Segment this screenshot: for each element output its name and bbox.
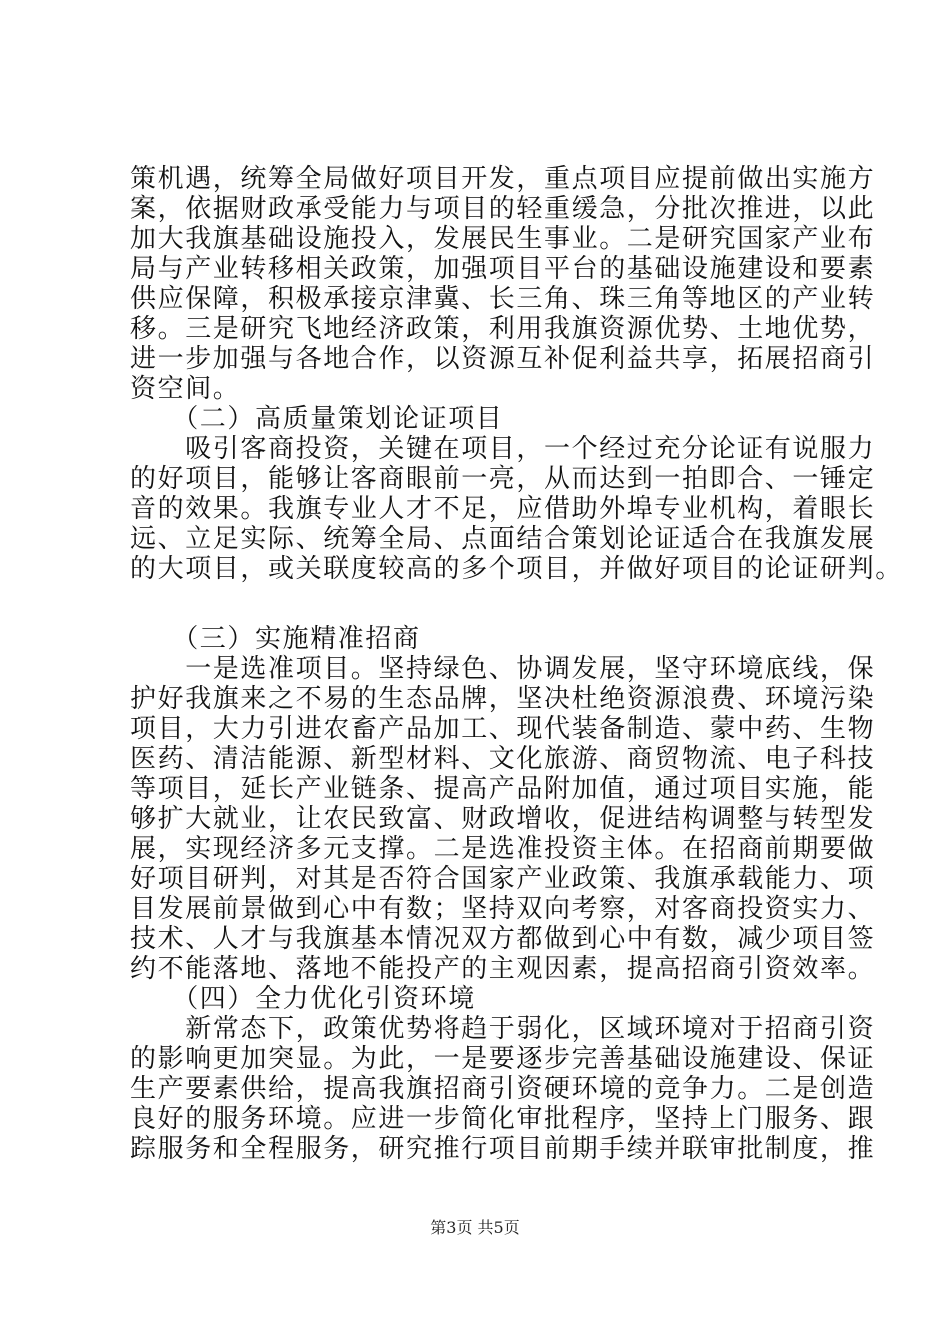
text-line: 远、立足实际、统筹全局、点面结合策划论证适合在我旗发展 <box>130 524 876 554</box>
text-line: 够扩大就业，让农民致富、财政增收，促进结构调整与转型发 <box>130 804 876 834</box>
document-body <box>130 164 903 1164</box>
text-line: 局与产业转移相关政策，加强项目平台的基础设施建设和要素 <box>130 254 876 284</box>
text-line: 等项目，延长产业链条、提高产品附加值，通过项目实施，能 <box>130 774 876 804</box>
text-line: 策机遇，统筹全局做好项目开发，重点项目应提前做出实施方 <box>130 164 876 194</box>
text-line: 一是选准项目。坚持绿色、协调发展，坚守环境底线，保 <box>130 654 876 684</box>
text-line: 目发展前景做到心中有数；坚持双向考察，对客商投资实力、 <box>130 894 876 924</box>
text-line: 展，实现经济多元支撑。二是选准投资主体。在招商前期要做 <box>130 834 876 864</box>
text-line: 资空间。 <box>130 374 241 404</box>
section-heading: （四）全力优化引资环境 <box>130 984 476 1014</box>
text-line: 医药、清洁能源、新型材料、文化旅游、商贸物流、电子科技 <box>130 744 876 774</box>
text-line: 音的效果。我旗专业人才不足，应借助外埠专业机构，着眼长 <box>130 494 876 524</box>
text-line: 技术、人才与我旗基本情况双方都做到心中有数，减少项目签 <box>130 924 876 954</box>
paragraph-gap <box>130 584 830 624</box>
text-line: 踪服务和全程服务，研究推行项目前期手续并联审批制度，推 <box>130 1134 876 1164</box>
text-line: 生产要素供给，提高我旗招商引资硬环境的竞争力。二是创造 <box>130 1074 876 1104</box>
text-line: 的好项目，能够让客商眼前一亮，从而达到一拍即合、一锤定 <box>130 464 876 494</box>
text-line: 供应保障，积极承接京津冀、长三角、珠三角等地区的产业转 <box>130 284 876 314</box>
text-line: 案，依据财政承受能力与项目的轻重缓急，分批次推进，以此 <box>130 194 876 224</box>
text-line: 移。三是研究飞地经济政策，利用我旗资源优势、土地优势， <box>130 314 876 344</box>
text-line: 吸引客商投资，关键在项目，一个经过充分论证有说服力 <box>130 434 876 464</box>
text-line: 良好的服务环境。应进一步简化审批程序，坚持上门服务、跟 <box>130 1104 876 1134</box>
text-line: 的大项目，或关联度较高的多个项目，并做好项目的论证研判。 <box>130 554 903 584</box>
text-line: 约不能落地、落地不能投产的主观因素，提高招商引资效率。 <box>130 954 876 984</box>
page-footer: 第3页 共5页 <box>430 1218 520 1237</box>
text-line: 好项目研判，对其是否符合国家产业政策、我旗承载能力、项 <box>130 864 876 894</box>
section-heading: （三）实施精准招商 <box>130 624 421 654</box>
text-line: 的影响更加突显。为此，一是要逐步完善基础设施建设、保证 <box>130 1044 876 1074</box>
section-heading: （二）高质量策划论证项目 <box>130 404 504 434</box>
text-line: 加大我旗基础设施投入，发展民生事业。二是研究国家产业布 <box>130 224 876 254</box>
text-line: 进一步加强与各地合作，以资源互补促利益共享，拓展招商引 <box>130 344 876 374</box>
text-line: 护好我旗来之不易的生态品牌，坚决杜绝资源浪费、环境污染 <box>130 684 876 714</box>
text-line: 新常态下，政策优势将趋于弱化，区域环境对于招商引资 <box>130 1014 876 1044</box>
text-line: 项目，大力引进农畜产品加工、现代装备制造、蒙中药、生物 <box>130 714 876 744</box>
